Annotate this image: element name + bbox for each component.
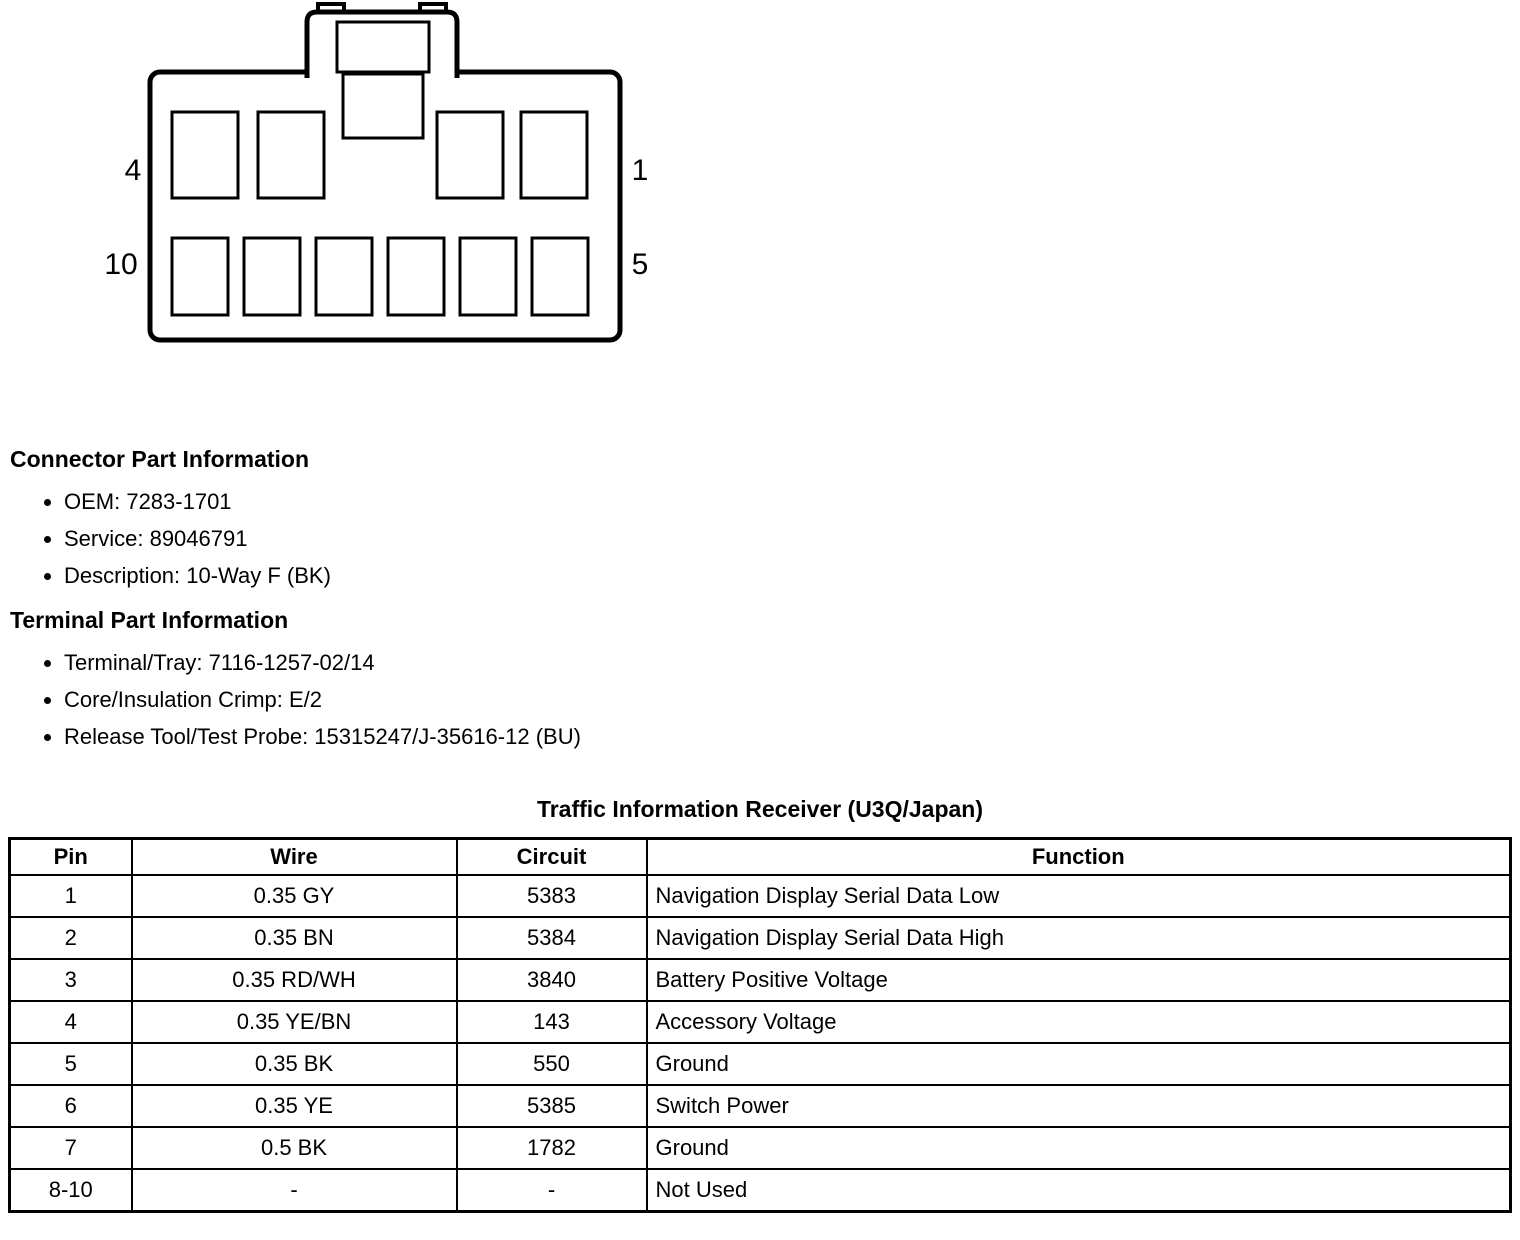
cell-wire: 0.5 BK xyxy=(132,1127,457,1169)
cell-function: Ground xyxy=(647,1127,1511,1169)
header-wire: Wire xyxy=(132,839,457,876)
cell-circuit: 550 xyxy=(457,1043,647,1085)
cell-pin: 1 xyxy=(10,875,132,917)
header-pin: Pin xyxy=(10,839,132,876)
list-item: • Core/Insulation Crimp: E/2 xyxy=(64,687,1520,713)
cell-pin: 3 xyxy=(10,959,132,1001)
pin-cavity-4 xyxy=(172,112,238,198)
terminal-part-info-heading: Terminal Part Information xyxy=(10,607,289,633)
cell-circuit: 5385 xyxy=(457,1085,647,1127)
header-function: Function xyxy=(647,839,1511,876)
table-row xyxy=(10,1085,1511,1127)
cell-circuit: 5384 xyxy=(457,917,647,959)
cell-wire: - xyxy=(132,1169,457,1212)
cell-function: Not Used xyxy=(647,1169,1511,1212)
connector-part-info-list xyxy=(0,489,1520,589)
pin-cavity-2 xyxy=(437,112,503,198)
list-item: • OEM: 7283-1701 xyxy=(64,489,1520,515)
pin-label-10: 10 xyxy=(104,248,138,281)
cell-wire: 0.35 BK xyxy=(132,1043,457,1085)
pinout-table xyxy=(8,837,1512,1213)
table-row xyxy=(10,1169,1511,1212)
list-item: • Description: 10-Way F (BK) xyxy=(64,563,1520,589)
cell-wire: 0.35 YE/BN xyxy=(132,1001,457,1043)
pin-cavity-3 xyxy=(258,112,324,198)
cell-function: Navigation Display Serial Data Low xyxy=(647,875,1511,917)
cell-pin: 5 xyxy=(10,1043,132,1085)
list-item: • Terminal/Tray: 7116-1257-02/14 xyxy=(64,650,1520,676)
pin-label-1: 1 xyxy=(631,154,649,187)
cell-function: Ground xyxy=(647,1043,1511,1085)
cell-wire: 0.35 YE xyxy=(132,1085,457,1127)
cell-pin: 6 xyxy=(10,1085,132,1127)
table-header-row xyxy=(10,839,1511,876)
cell-circuit: 1782 xyxy=(457,1127,647,1169)
cell-function: Navigation Display Serial Data High xyxy=(647,917,1511,959)
cell-circuit: - xyxy=(457,1169,647,1212)
pin-cavity-10 xyxy=(172,238,228,315)
cell-pin: 7 xyxy=(10,1127,132,1169)
table-row xyxy=(10,1043,1511,1085)
cell-function: Battery Positive Voltage xyxy=(647,959,1511,1001)
connector-diagram xyxy=(95,2,675,354)
cell-pin: 2 xyxy=(10,917,132,959)
cell-function: Accessory Voltage xyxy=(647,1001,1511,1043)
cell-wire: 0.35 BN xyxy=(132,917,457,959)
table-title: Traffic Information Receiver (U3Q/Japan) xyxy=(536,796,984,822)
pin-label-5: 5 xyxy=(631,248,649,281)
connector-part-info-heading: Connector Part Information xyxy=(10,446,310,472)
pin-cavity-7 xyxy=(388,238,444,315)
list-item: • Release Tool/Test Probe: 15315247/J-35616-12 (BU) xyxy=(64,724,1520,750)
table-row xyxy=(10,875,1511,917)
cell-function: Switch Power xyxy=(647,1085,1511,1127)
table-row xyxy=(10,959,1511,1001)
connector-face-drawing xyxy=(95,2,675,354)
cell-pin: 4 xyxy=(10,1001,132,1043)
list-item: • Service: 89046791 xyxy=(64,526,1520,552)
cell-wire: 0.35 GY xyxy=(132,875,457,917)
header-circuit: Circuit xyxy=(457,839,647,876)
latch-center-key xyxy=(343,74,423,138)
cell-wire: 0.35 RD/WH xyxy=(132,959,457,1001)
cell-pin: 8-10 xyxy=(10,1169,132,1212)
pin-cavity-5 xyxy=(532,238,588,315)
pin-label-4: 4 xyxy=(124,154,142,187)
table-row xyxy=(10,917,1511,959)
table-row xyxy=(10,1127,1511,1169)
terminal-part-info-list xyxy=(0,650,1520,750)
cell-circuit: 3840 xyxy=(457,959,647,1001)
cell-circuit: 5383 xyxy=(457,875,647,917)
table-row xyxy=(10,1001,1511,1043)
pin-cavity-1 xyxy=(521,112,587,198)
pin-cavity-8 xyxy=(316,238,372,315)
cell-circuit: 143 xyxy=(457,1001,647,1043)
pin-cavity-6 xyxy=(460,238,516,315)
pin-cavity-9 xyxy=(244,238,300,315)
